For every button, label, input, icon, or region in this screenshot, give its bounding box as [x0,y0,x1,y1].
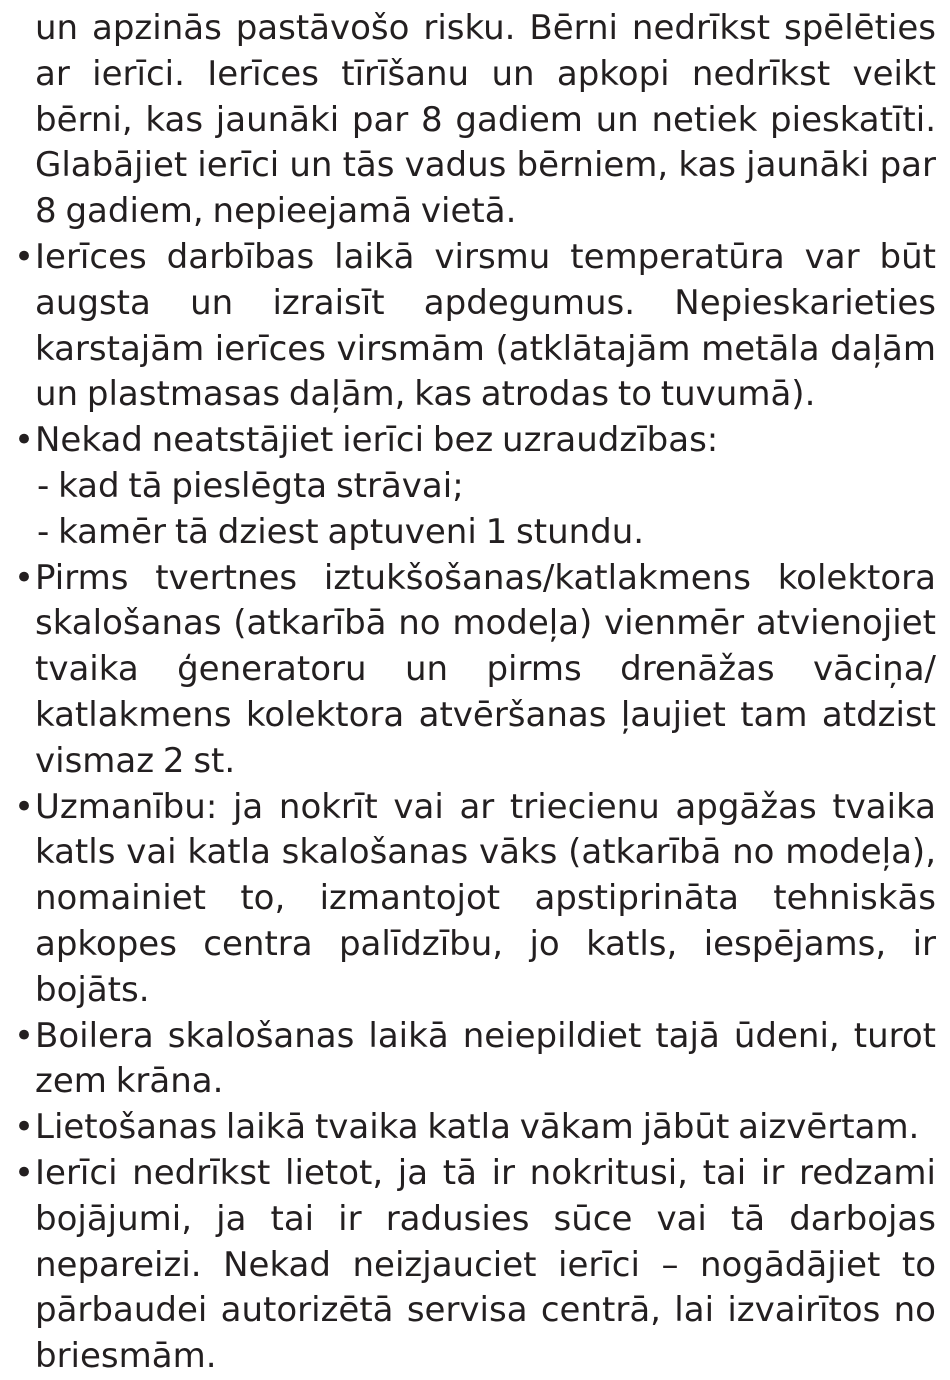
bullet-item-text: Boilera skalošanas laikā neiepildiet tajā ūdeni, turot zem krāna. [35,1015,936,1102]
sub-item: - kad tā pieslēgta strāvai; [37,465,464,506]
bullet-icon: • [14,786,35,827]
bullet-item [0,556,950,785]
bullet-item [0,235,950,418]
bullet-item [0,1105,950,1151]
sub-item: - kamēr tā dziest aptuveni 1 stundu. [37,511,645,552]
bullet-icon: • [14,1107,35,1148]
bullet-icon: • [14,236,35,277]
bullet-item-text: Ierīces darbības laikā virsmu temperatūra var būt augsta un izraisīt apdegumus. Nepieskarieties karstajām ierīces virsmām (atklātajām metāla daļām un plastmasas daļām, kas atrodas to tuvumā). [35,236,936,415]
bullet-item [0,785,950,1014]
bullet-icon: • [14,420,35,461]
bullet-item-text: Uzmanību: ja nokrīt vai ar triecienu apgāžas tvaika katls vai katla skalošanas vāks (atkarībā no modeļa), nomainiet to, izmantojot apstiprināta tehniskās apkopes centra palīdzību, jo katls, iespējams, ir bojāts. [35,786,936,1010]
bullet-icon: • [14,557,35,598]
bullet-icon: • [14,1152,35,1193]
intro-paragraph [0,6,950,235]
bullet-item [0,1014,950,1106]
bullet-item-text: Lietošanas laikā tvaika katla vākam jābūt aizvērtam. [35,1107,920,1148]
bullet-item-text: Nekad neatstājiet ierīci bez uzraudzības: [35,420,719,461]
bullet-item-text: Ierīci nedrīkst lietot, ja tā ir nokritusi, tai ir redzami bojājumi, ja tai ir radusies sūce vai tā darbojas nepareizi. Nekad neizjauciet ierīci – nogādājiet to pārbaudei autorizētā servisa centrā, lai izvairītos no briesmām. [35,1152,936,1377]
bullet-item [0,418,950,555]
document-page [0,6,950,1380]
intro-text: un apzinās pastāvošo risku. Bērni nedrīkst spēlēties ar ierīci. Ierīces tīrīšanu un apkopi nedrīkst veikt bērni, kas jaunāki par 8 gadiem un netiek pieskatīti. Glabājiet ierīci un tās vadus bērniem, kas jaunāki par 8 gadiem, nepieejamā vietā. [35,8,936,232]
bullet-item [0,1151,950,1380]
bullet-icon: • [14,1015,35,1056]
bullet-item-text: Pirms tvertnes iztukšošanas/katlakmens kolektora skalošanas (atkarībā no modeļa) vienmēr atvienojiet tvaika ģeneratoru un pirms drenāžas vāciņa/ katlakmens kolektora atvēršanas ļaujiet tam atdzist vismaz 2 st. [35,557,936,781]
